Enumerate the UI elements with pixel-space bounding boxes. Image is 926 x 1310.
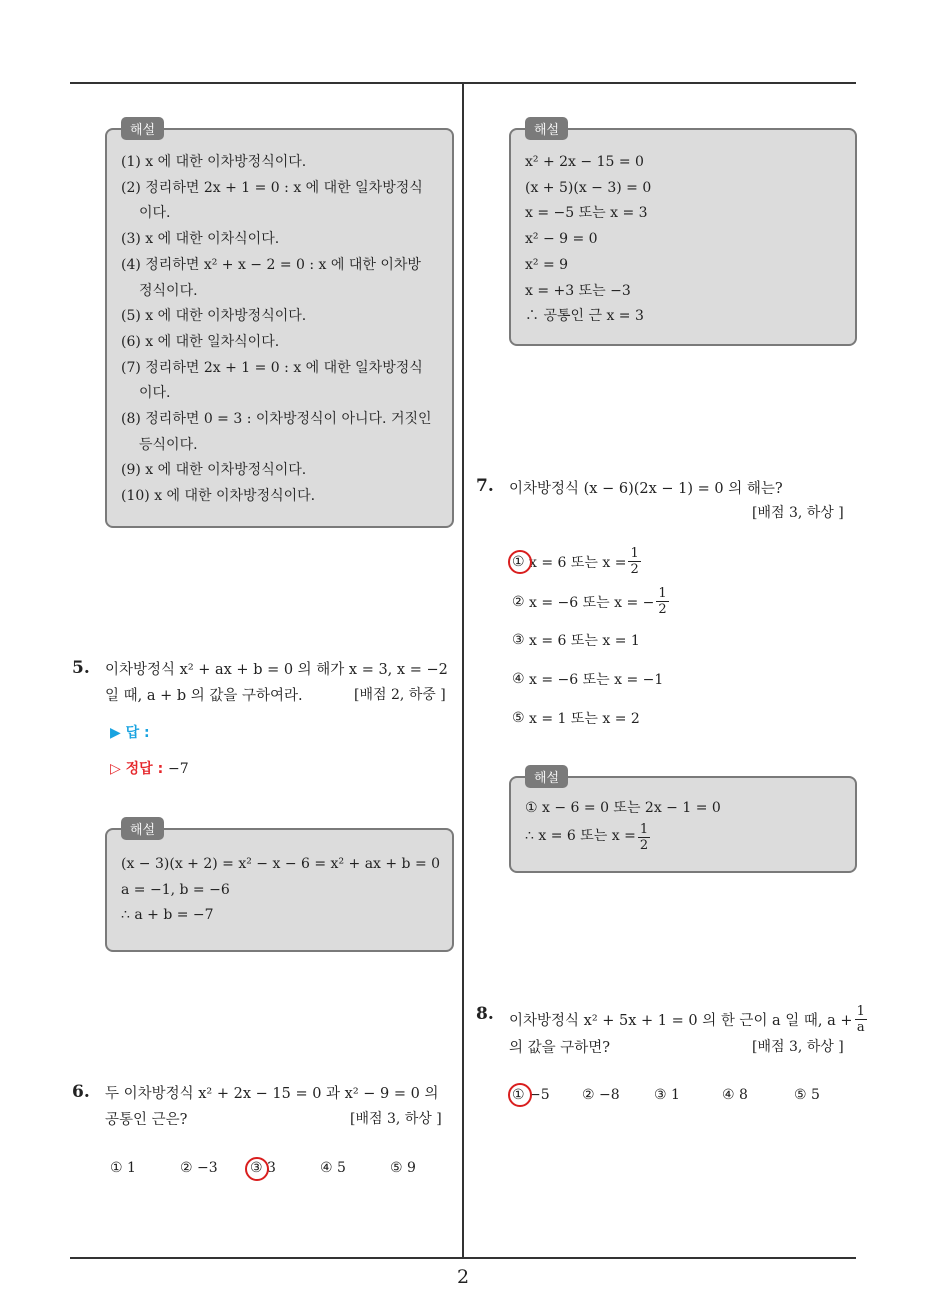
explanation-line: x² + 2x − 15 = 0 bbox=[525, 154, 644, 170]
q6-option-5[interactable]: ⑤ 9 bbox=[390, 1160, 416, 1176]
explanation-box-q4 bbox=[105, 123, 454, 528]
question-6-score: [배점 3, 하상 ] bbox=[350, 1111, 442, 1127]
answer-circle-mark bbox=[508, 550, 532, 574]
option-text: x = 6 또는 x = 1 bbox=[529, 633, 640, 649]
explanation-line: x² = 9 bbox=[525, 256, 569, 273]
correct-answer bbox=[110, 758, 189, 778]
question-7-score: [배점 3, 하상 ] bbox=[752, 505, 844, 521]
q8-option-5[interactable]: ⑤ 5 bbox=[794, 1087, 820, 1103]
fraction-numerator: 1 bbox=[856, 1004, 865, 1019]
question-8-score: [배점 3, 하상 ] bbox=[752, 1039, 844, 1055]
q6-option-4[interactable]: ④ 5 bbox=[320, 1160, 346, 1176]
explanation-line: (5) x 에 대한 이차방정식이다. bbox=[121, 308, 307, 325]
q6-option-3[interactable]: ③ 3 bbox=[250, 1160, 276, 1176]
explanation-line: 이다. bbox=[139, 385, 171, 402]
explanation-line: (3) x 에 대한 이차식이다. bbox=[121, 231, 280, 248]
question-number-8: 8. bbox=[476, 1004, 494, 1024]
option-mark: ② bbox=[512, 593, 525, 610]
question-6-text: 두 이차방정식 x² + 2x − 15 = 0 과 x² − 9 = 0 의 bbox=[105, 1086, 439, 1102]
question-number-5: 5. bbox=[72, 658, 90, 678]
option-text: x = 1 또는 x = 2 bbox=[529, 711, 640, 727]
q6-option-2[interactable]: ② −3 bbox=[180, 1160, 218, 1176]
explanation-line: (7) 정리하면 2x + 1 = 0 : x 에 대한 일차방정식 bbox=[121, 359, 423, 376]
explanation-line: 이다. bbox=[139, 205, 171, 222]
option-text: x = −6 또는 x = −1 bbox=[529, 672, 664, 688]
explanation-line: (2) 정리하면 2x + 1 = 0 : x 에 대한 일차방정식 bbox=[121, 179, 423, 196]
option-mark: ⑤ bbox=[512, 710, 525, 726]
explanation-line: (9) x 에 대한 이차방정식이다. bbox=[121, 462, 307, 479]
option-text: x = −6 또는 x = − bbox=[529, 594, 655, 611]
explanation-line: 정식이다. bbox=[139, 282, 198, 299]
explanation-line: 등식이다. bbox=[139, 436, 198, 453]
page-number: 2 bbox=[456, 1266, 470, 1288]
q7-option-3[interactable] bbox=[512, 630, 640, 650]
correct-answer-label: ▷ 정답 : bbox=[110, 761, 164, 777]
explanation-line: (1) x 에 대한 이차방정식이다. bbox=[121, 154, 307, 170]
explanation-line: (10) x 에 대한 이차방정식이다. bbox=[121, 488, 316, 505]
q7-option-5[interactable] bbox=[512, 708, 640, 728]
explanation-tag: 해설 bbox=[525, 765, 568, 788]
explanation-line: ① x − 6 = 0 또는 2x − 1 = 0 bbox=[525, 800, 721, 816]
explanation-tag: 해설 bbox=[121, 117, 164, 140]
explanation-text: ∴ x = 6 또는 x = bbox=[525, 828, 636, 845]
q7-option-2[interactable] bbox=[512, 586, 671, 617]
explanation-line: (x + 5)(x − 3) = 0 bbox=[525, 179, 652, 196]
column-divider bbox=[462, 83, 464, 1258]
question-number-7: 7. bbox=[476, 476, 494, 496]
fraction-numerator: 1 bbox=[639, 821, 649, 837]
option-fraction bbox=[656, 586, 668, 617]
fraction-numerator: 1 bbox=[658, 586, 667, 601]
q8-option-4[interactable]: ④ 8 bbox=[722, 1087, 748, 1103]
q8-option-1[interactable]: ① −5 bbox=[512, 1087, 550, 1103]
question-8-fraction bbox=[855, 1004, 867, 1035]
question-8-text bbox=[509, 1004, 869, 1035]
explanation-line: ∴ a + b = −7 bbox=[121, 907, 214, 924]
q6-option-1[interactable]: ① 1 bbox=[110, 1160, 136, 1176]
q8-option-3[interactable]: ③ 1 bbox=[654, 1087, 680, 1103]
explanation-fraction bbox=[638, 822, 650, 853]
explanation-tag: 해설 bbox=[525, 117, 568, 140]
option-text: x = 6 또는 x = bbox=[529, 554, 627, 571]
explanation-box-q7 bbox=[509, 771, 857, 873]
question-8-text: 의 값을 구하면? bbox=[509, 1040, 611, 1056]
fraction-denominator: 2 bbox=[630, 562, 639, 577]
explanation-line: (x − 3)(x + 2) = x² − x − 6 = x² + ax + b = 0 bbox=[121, 856, 441, 872]
option-mark: ④ bbox=[512, 671, 525, 687]
option-mark: ③ bbox=[512, 632, 525, 648]
answer-circle-mark bbox=[245, 1157, 269, 1181]
question-6-text: 공통인 근은? bbox=[105, 1112, 188, 1128]
fraction-denominator: 2 bbox=[639, 837, 649, 853]
explanation-line: x² − 9 = 0 bbox=[525, 231, 598, 248]
explanation-line: (4) 정리하면 x² + x − 2 = 0 : x 에 대한 이차방 bbox=[121, 256, 421, 273]
q8-option-2[interactable]: ② −8 bbox=[582, 1087, 620, 1103]
explanation-tag: 해설 bbox=[121, 817, 164, 840]
explanation-line: x = +3 또는 −3 bbox=[525, 282, 631, 299]
page-bottom-rule bbox=[70, 1257, 856, 1259]
explanation-line: a = −1, b = −6 bbox=[121, 881, 230, 898]
explanation-line: (6) x 에 대한 일차식이다. bbox=[121, 333, 280, 350]
question-8-line1: 이차방정식 x² + 5x + 1 = 0 의 한 근이 a 일 때, a + bbox=[509, 1013, 853, 1029]
fraction-numerator: 1 bbox=[630, 546, 639, 561]
explanation-box-q6 bbox=[509, 123, 857, 346]
option-fraction bbox=[628, 546, 640, 577]
answer-input-label: ▶ 답 : bbox=[110, 725, 150, 741]
question-5-text: 일 때, a + b 의 값을 구하여라. bbox=[105, 688, 303, 704]
correct-answer-value: −7 bbox=[168, 761, 189, 777]
q7-option-4[interactable] bbox=[512, 669, 663, 689]
option-mark: ① bbox=[512, 553, 525, 570]
question-5-text: 이차방정식 x² + ax + b = 0 의 해가 x = 3, x = −2 bbox=[105, 662, 448, 678]
answer-circle-mark bbox=[508, 1083, 532, 1107]
fraction-denominator: a bbox=[856, 1020, 865, 1035]
question-number-6: 6. bbox=[72, 1082, 90, 1102]
explanation-line bbox=[525, 822, 845, 853]
explanation-box-q5 bbox=[105, 823, 454, 952]
explanation-line: (8) 정리하면 0 = 3 : 이차방정식이 아니다. 거짓인 bbox=[121, 411, 432, 428]
fraction-denominator: 2 bbox=[658, 602, 667, 617]
explanation-line: ∴ 공통인 근 x = 3 bbox=[525, 308, 644, 325]
explanation-line: x = −5 또는 x = 3 bbox=[525, 205, 648, 222]
question-5-score: [배점 2, 하중 ] bbox=[354, 687, 446, 703]
question-7-text: 이차방정식 (x − 6)(2x − 1) = 0 의 해는? bbox=[509, 481, 783, 497]
